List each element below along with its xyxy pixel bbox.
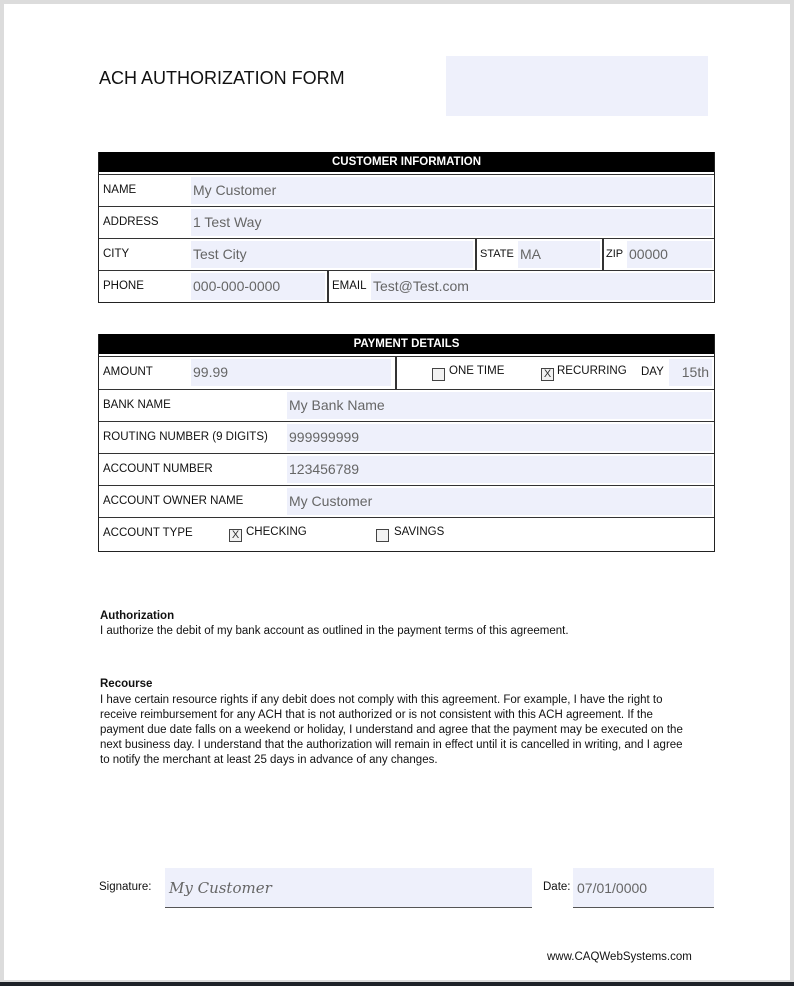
divider [475,239,477,270]
account-owner-field[interactable]: My Customer [287,488,712,515]
email-field[interactable]: Test@Test.com [371,273,712,300]
one-time-label: ONE TIME [449,365,505,377]
date-field[interactable]: 07/01/0000 [573,868,714,908]
recourse-line: payment due date falls on a weekend or holiday, I understand and agree that the payment may be executed on the [100,724,683,736]
address-field[interactable]: 1 Test Way [191,209,712,236]
customer-information-table [98,152,715,303]
one-time-checkbox[interactable] [432,368,445,381]
day-label: DAY [641,366,664,378]
city-label: CITY [103,248,130,260]
form-title: ACH AUTHORIZATION FORM [99,68,345,88]
recourse-line: receive reimbursement for any ACH that is not authorized or is not consistent with this ACH agreement. If the [100,709,653,721]
document-page [4,4,790,980]
name-label: NAME [103,184,137,196]
routing-number-label: ROUTING NUMBER (9 DIGITS) [103,431,268,443]
date-label: Date: [543,881,571,893]
bank-name-field[interactable]: My Bank Name [287,392,712,419]
account-number-field[interactable]: 123456789 [287,456,712,483]
state-field[interactable]: MA [518,241,600,268]
recourse-line: I have certain resource rights if any debit does not comply with this agreement. For example, I have the right to [100,694,663,706]
name-field[interactable]: My Customer [191,177,712,204]
phone-label: PHONE [103,280,144,292]
amount-label: AMOUNT [103,366,153,378]
signature-field[interactable]: My Customer [165,868,532,908]
savings-label: SAVINGS [394,526,445,538]
recurring-checkbox[interactable]: X [541,368,554,381]
routing-number-field[interactable]: 999999999 [287,424,712,451]
account-owner-label: ACCOUNT OWNER NAME [103,495,244,507]
checking-label: CHECKING [246,526,307,538]
recourse-line: next business day. I understand that the authorization will remain in effect until it is cancelled in writing, and I agree [100,739,683,751]
recurring-label: RECURRING [557,365,627,377]
savings-checkbox[interactable] [376,529,389,542]
account-type-label: ACCOUNT TYPE [103,527,193,539]
divider [395,357,397,389]
section-header: PAYMENT DETAILS [99,334,714,354]
checking-checkbox[interactable]: X [229,529,242,542]
logo-field[interactable] [446,56,708,116]
phone-field[interactable]: 000-000-0000 [191,273,325,300]
authorization-text: I authorize the debit of my bank account as outlined in the payment terms of this agreement. [100,625,569,637]
amount-field[interactable]: 99.99 [191,359,391,386]
divider [602,239,604,270]
section-header: CUSTOMER INFORMATION [99,152,714,172]
payment-details-table [98,334,715,552]
address-label: ADDRESS [103,216,159,228]
authorization-heading: Authorization [100,610,175,622]
recourse-heading: Recourse [100,678,153,690]
day-field[interactable]: 15th [669,359,712,386]
account-number-label: ACCOUNT NUMBER [103,463,213,475]
bottom-bar [0,982,794,986]
bank-name-label: BANK NAME [103,399,171,411]
email-label: EMAIL [332,280,367,292]
footer-website: www.CAQWebSystems.com [547,951,692,963]
zip-label: ZIP [606,248,624,260]
signature-label: Signature: [99,881,152,893]
state-label: STATE [480,248,514,260]
recourse-line: to notify the merchant at least 25 days in advance of any changes. [100,754,438,766]
city-field[interactable]: Test City [191,241,473,268]
zip-field[interactable]: 00000 [627,241,712,268]
divider [327,271,329,302]
